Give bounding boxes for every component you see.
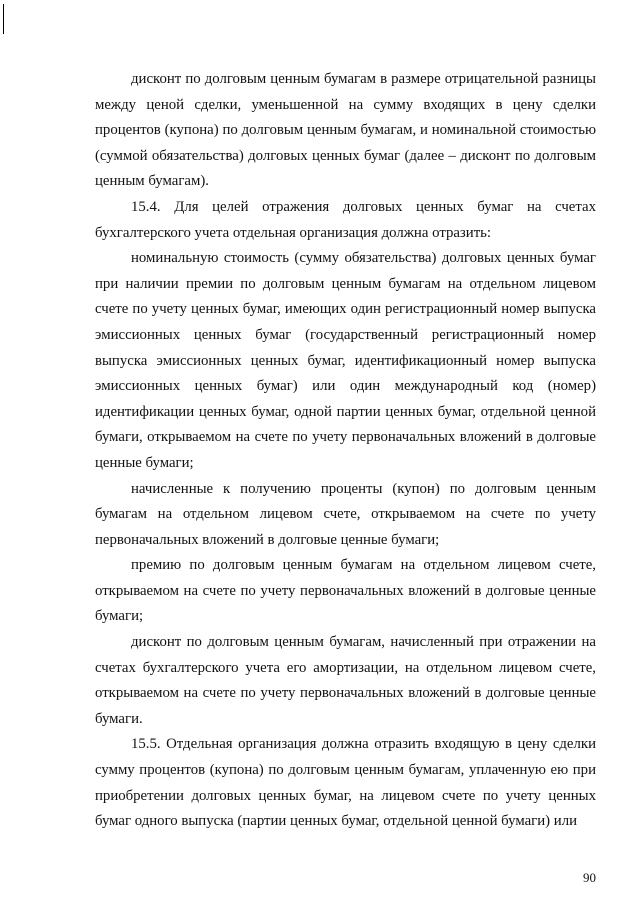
paragraph-15-4: 15.4. Для целей отражения долговых ценных бумаг на счетах бухгалтерского учета отдельная организация должна отразить: (95, 198, 596, 241)
paragraph-premium: премию по долговым ценным бумагам на отдельном лицевом счете, открываемом на счете по учету первоначальных вложений в долговые ценные бумаги; (95, 557, 596, 625)
paragraph-discount-amortization: дисконт по долговым ценным бумагам, начисленный при отражении на счетах бухгалтерского учета его амортизации, на отдельном лицевом счете, открываемом на счете по учету первоначальных вложений в долговые ценные бумаги. (95, 634, 596, 727)
paragraph-15-5: 15.5. Отдельная организация должна отразить входящую в цену сделки сумму процентов (купона) по долговым ценным бумагам, уплаченную ею при приобретении долговых ценных бумаг, на лицевом счете по учету ценных бумаг одного выпуска (партии ценных бумаг, отдельной ценной бумаги) или (95, 736, 596, 830)
scan-edge-mark (3, 4, 4, 34)
document-body (95, 67, 596, 835)
paragraph-nominal-value: номинальную стоимость (сумму обязательства) долговых ценных бумаг при наличии премии по долговым ценным бумагам на отдельном лицевом счете по учету ценных бумаг, имеющих один регистрационный номер выпуска эмиссионных ценных бумаг (государственный регистрационный номер выпуска эмиссионных ценных бумаг, идентификационный номер выпуска эмиссионных ценных бумаг) или один международный код (номер) идентификации ценных бумаг, одной партии ценных бумаг, отдельной ценной бумаги, открываемом на счете по учету первоначальных вложений в долговые ценные бумаги; (95, 250, 596, 471)
page-number: 90 (583, 870, 596, 885)
paragraph-discount-definition: дисконт по долговым ценным бумагам в размере отрицательной разницы между ценой сделки, уменьшенной на сумму входящих в цену сделки процентов (купона) по долговым ценным бумагам, и номинальной стоимостью (суммой обязательства) долговых ценных бумаг (далее – дисконт по долговым ценным бумагам). (95, 71, 596, 190)
paragraph-accrued-interest: начисленные к получению проценты (купон) по долговым ценным бумагам на отдельном лицевом счете, открываемом на счете по учету первоначальных вложений в долговые ценные бумаги; (95, 480, 596, 548)
